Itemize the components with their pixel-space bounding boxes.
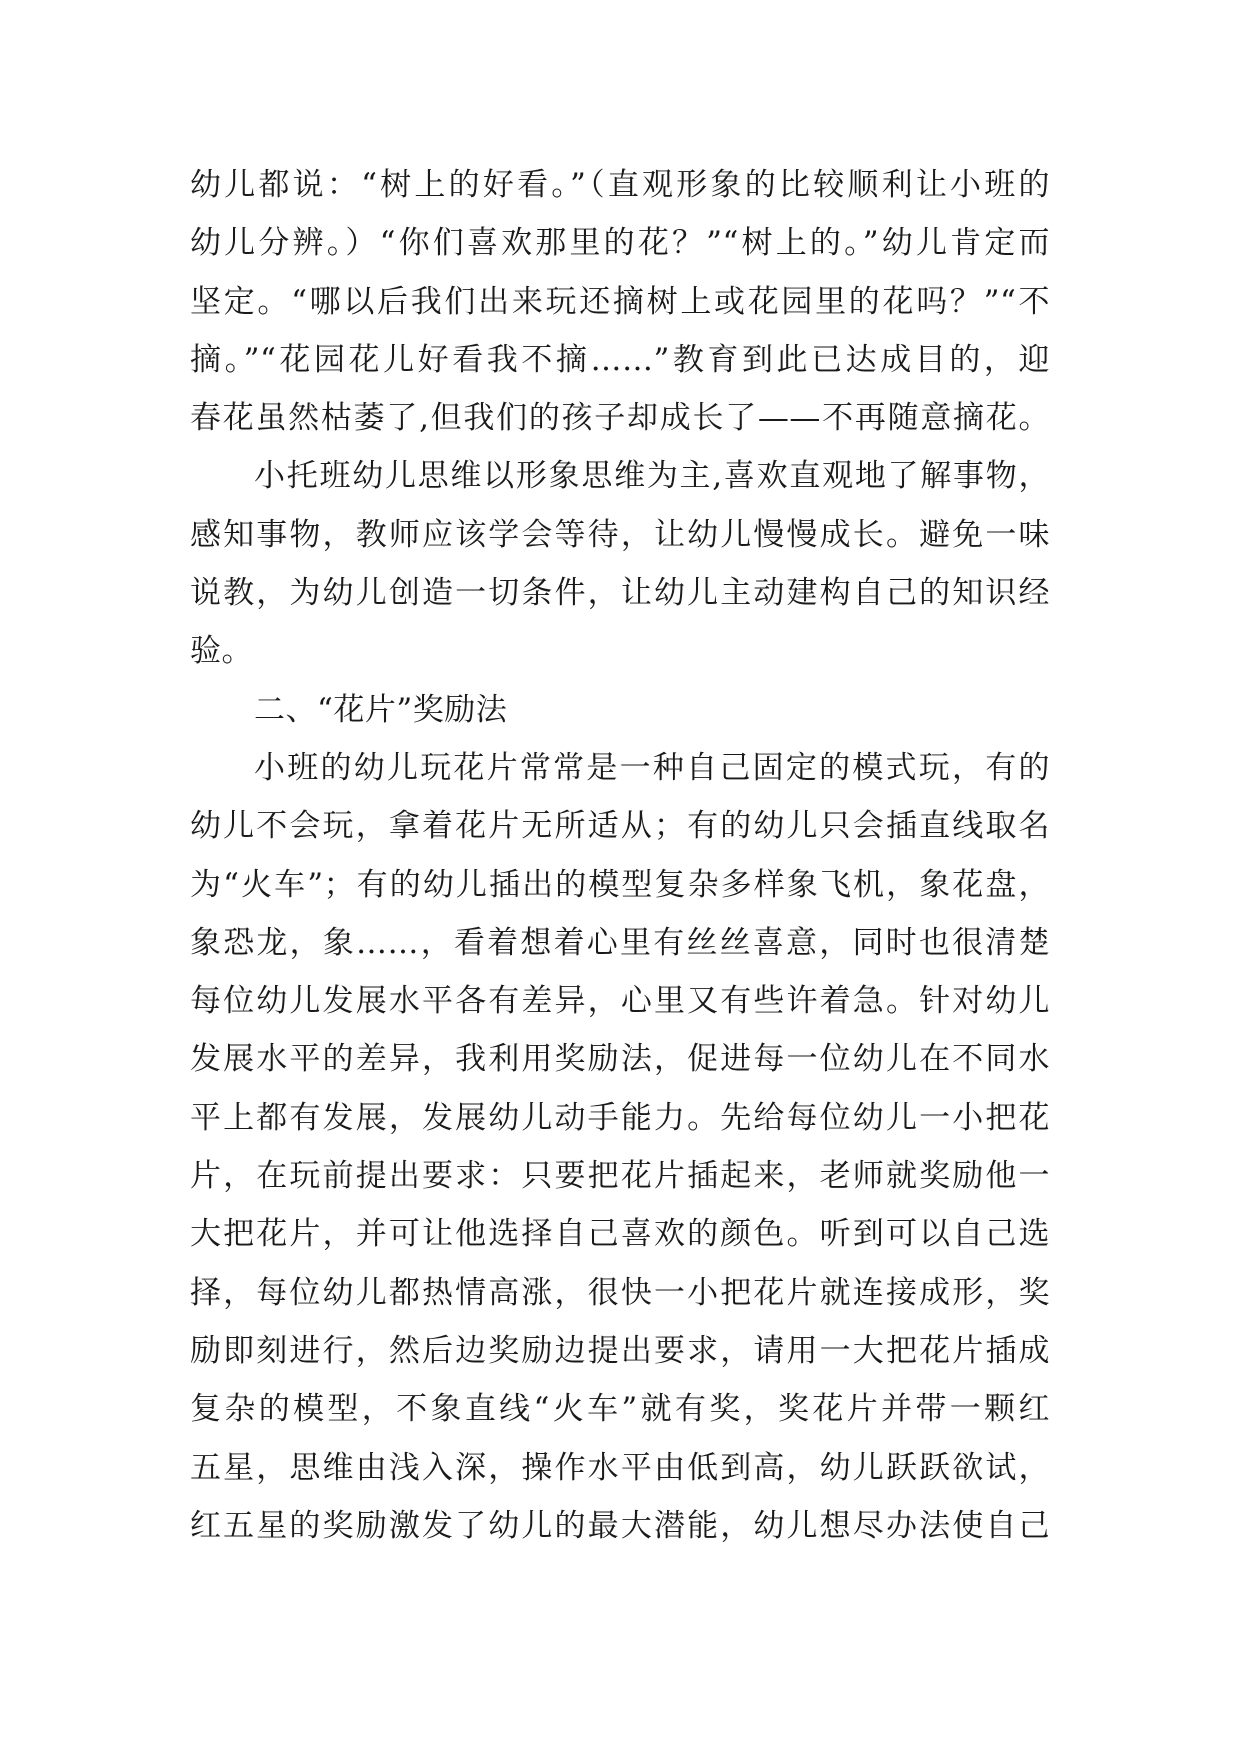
- text-line: 励即刻进行，然后边奖励边提出要求，请用一大把花片插成: [190, 1332, 1050, 1369]
- text-line: 幼儿都说：“树上的好看。”（直观形象的比较顺利让小班的: [190, 167, 1050, 203]
- text-line: 验。: [190, 633, 253, 670]
- text-line: 说教，为幼儿创造一切条件，让幼儿主动建构自己的知识经: [190, 575, 1050, 612]
- text-line: 春花虽然枯萎了,但我们的孩子却成长了——不再随意摘花。: [190, 400, 1050, 437]
- text-line: 坚定。“哪以后我们出来玩还摘树上或花园里的花吗？”“不: [190, 283, 1050, 320]
- text-line: 片，在玩前提出要求：只要把花片插起来，老师就奖励他一: [190, 1158, 1050, 1195]
- text-line: 择，每位幼儿都热情高涨，很快一小把花片就连接成形，奖: [190, 1274, 1050, 1311]
- text-line: 复杂的模型，不象直线“火车”就有奖，奖花片并带一颗红: [190, 1391, 1050, 1428]
- text-line: 象恐龙，象……，看着想着心里有丝丝喜意，同时也很清楚: [190, 924, 1050, 961]
- text-line: 幼儿不会玩，拿着花片无所适从；有的幼儿只会插直线取名: [190, 808, 1050, 845]
- paragraph-first-line: 小托班幼儿思维以形象思维为主,喜欢直观地了解事物，: [254, 458, 1050, 495]
- text-line: 感知事物，教师应该学会等待，让幼儿慢慢成长。避免一味: [190, 516, 1050, 553]
- text-line: 红五星的奖励激发了幼儿的最大潜能，幼儿想尽办法使自己: [190, 1507, 1050, 1544]
- paragraph-first-line: 小班的幼儿玩花片常常是一种自己固定的模式玩，有的: [254, 749, 1050, 786]
- text-line: 幼儿分辨。）“你们喜欢那里的花？”“树上的。”幼儿肯定而: [190, 225, 1050, 262]
- text-line: 每位幼儿发展水平各有差异，心里又有些许着急。针对幼儿: [190, 983, 1050, 1020]
- text-line: 大把花片，并可让他选择自己喜欢的颜色。听到可以自己选: [190, 1216, 1050, 1253]
- text-line: 为“火车”；有的幼儿插出的模型复杂多样象飞机，象花盘，: [190, 866, 1050, 903]
- text-line: 发展水平的差异，我利用奖励法，促进每一位幼儿在不同水: [190, 1041, 1050, 1078]
- text-line: 摘。”“花园花儿好看我不摘……”教育到此已达成目的，迎: [190, 341, 1050, 378]
- section-heading: 二、“花片”奖励法: [254, 691, 508, 728]
- text-line: 五星，思维由浅入深，操作水平由低到高，幼儿跃跃欲试，: [190, 1449, 1050, 1486]
- body-text: [190, 156, 1050, 1555]
- text-line: 平上都有发展，发展幼儿动手能力。先给每位幼儿一小把花: [190, 1099, 1050, 1136]
